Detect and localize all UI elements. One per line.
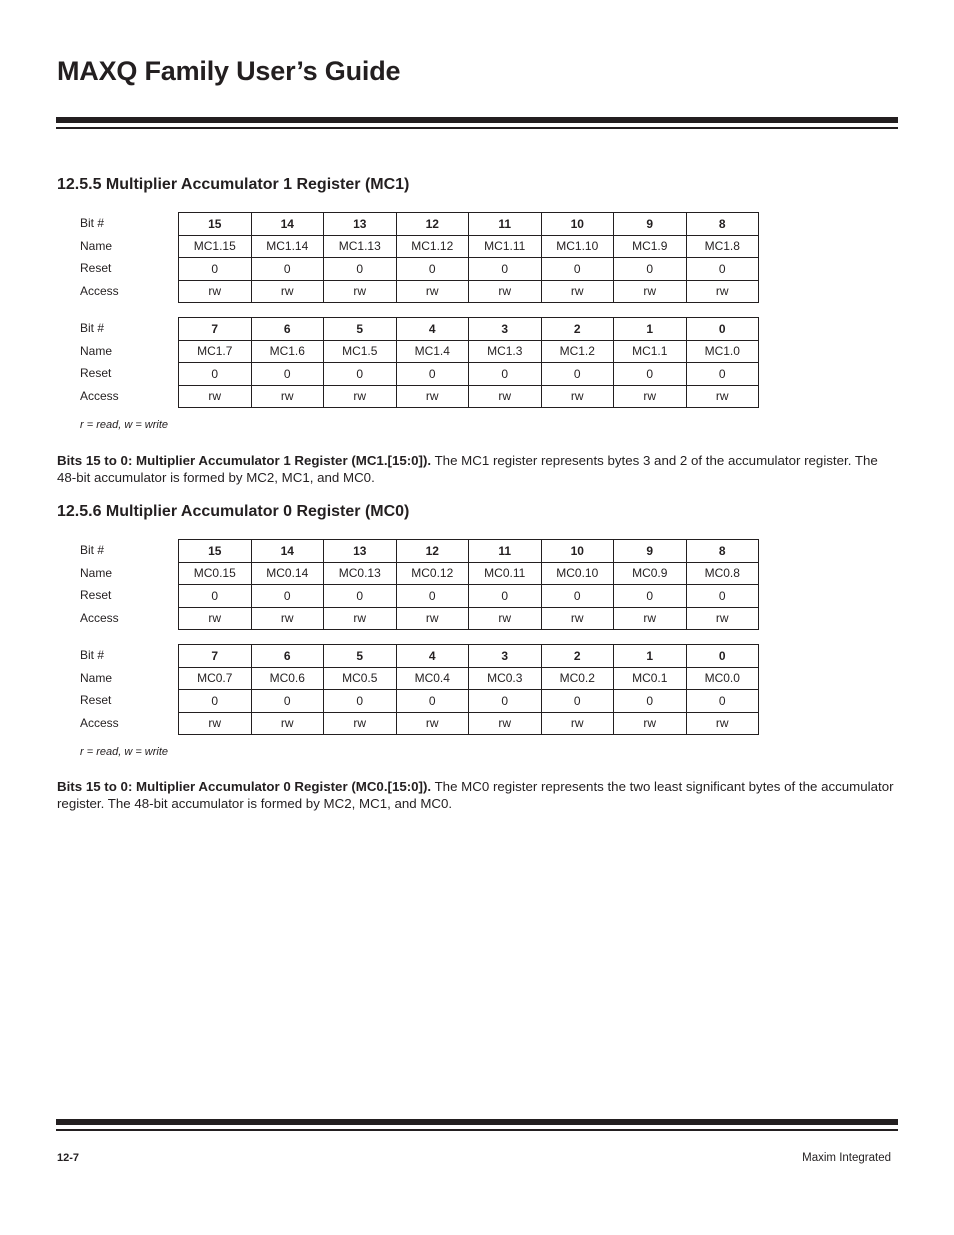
bit-number-cell: 0 bbox=[686, 645, 759, 668]
access-cell: rw bbox=[614, 280, 687, 303]
row-label-name: Name bbox=[80, 565, 113, 580]
company-name: Maxim Integrated bbox=[802, 1152, 891, 1164]
bit-number-row bbox=[179, 318, 759, 341]
bit-number-cell: 1 bbox=[614, 645, 687, 668]
bit-name-row bbox=[179, 340, 759, 363]
bit-name-cell: MC0.15 bbox=[179, 562, 252, 585]
reset-value-cell: 0 bbox=[179, 690, 252, 713]
access-row bbox=[179, 607, 759, 630]
reset-value-cell: 0 bbox=[324, 690, 397, 713]
access-cell: rw bbox=[396, 280, 469, 303]
bit-name-cell: MC0.3 bbox=[469, 667, 542, 690]
access-row bbox=[179, 280, 759, 303]
access-cell: rw bbox=[686, 607, 759, 630]
reset-value-cell: 0 bbox=[614, 690, 687, 713]
reset-value-cell: 0 bbox=[179, 585, 252, 608]
bit-number-cell: 8 bbox=[686, 540, 759, 563]
bit-name-cell: MC1.13 bbox=[324, 235, 397, 258]
reset-value-row bbox=[179, 363, 759, 386]
bit-name-cell: MC1.14 bbox=[251, 235, 324, 258]
reset-value-cell: 0 bbox=[179, 258, 252, 281]
bit-name-cell: MC0.13 bbox=[324, 562, 397, 585]
description-mc0 bbox=[57, 778, 899, 812]
row-label-name: Name bbox=[80, 343, 113, 358]
access-cell: rw bbox=[541, 607, 614, 630]
reset-value-cell: 0 bbox=[469, 585, 542, 608]
bit-name-cell: MC0.7 bbox=[179, 667, 252, 690]
bit-name-cell: MC0.6 bbox=[251, 667, 324, 690]
row-label-name: Name bbox=[80, 670, 113, 685]
reset-value-cell: 0 bbox=[614, 258, 687, 281]
bit-name-cell: MC0.4 bbox=[396, 667, 469, 690]
reset-value-cell: 0 bbox=[251, 363, 324, 386]
bit-number-row bbox=[179, 645, 759, 668]
bit-number-cell: 3 bbox=[469, 318, 542, 341]
document-title: MAXQ Family User’s Guide bbox=[57, 56, 401, 86]
bit-number-cell: 6 bbox=[251, 318, 324, 341]
section-heading-mc0: 12.5.6 Multiplier Accumulator 0 Register (MC0) bbox=[57, 503, 410, 520]
bit-number-cell: 1 bbox=[614, 318, 687, 341]
bit-number-cell: 4 bbox=[396, 645, 469, 668]
access-cell: rw bbox=[251, 607, 324, 630]
access-cell: rw bbox=[324, 385, 397, 408]
reset-value-cell: 0 bbox=[396, 258, 469, 281]
reset-value-cell: 0 bbox=[614, 363, 687, 386]
row-labels bbox=[80, 539, 178, 629]
footer-rule-thin bbox=[56, 1129, 898, 1131]
bit-table bbox=[178, 644, 759, 735]
access-cell: rw bbox=[614, 607, 687, 630]
bit-name-cell: MC0.14 bbox=[251, 562, 324, 585]
row-label-bit: Bit # bbox=[80, 543, 105, 557]
row-label-bit: Bit # bbox=[80, 216, 105, 230]
header-rule-thin bbox=[56, 127, 898, 129]
access-cell: rw bbox=[251, 712, 324, 735]
reset-value-cell: 0 bbox=[324, 585, 397, 608]
reset-value-cell: 0 bbox=[251, 585, 324, 608]
bit-name-cell: MC0.0 bbox=[686, 667, 759, 690]
bit-number-cell: 4 bbox=[396, 318, 469, 341]
access-cell: rw bbox=[541, 712, 614, 735]
reset-value-cell: 0 bbox=[541, 258, 614, 281]
access-cell: rw bbox=[179, 712, 252, 735]
bit-number-cell: 12 bbox=[396, 540, 469, 563]
row-label-reset: Reset bbox=[80, 588, 112, 602]
footer-rule-thick bbox=[56, 1119, 898, 1125]
bit-number-cell: 6 bbox=[251, 645, 324, 668]
reset-value-cell: 0 bbox=[686, 690, 759, 713]
bit-name-cell: MC1.6 bbox=[251, 340, 324, 363]
reset-value-row bbox=[179, 690, 759, 713]
bit-name-row bbox=[179, 235, 759, 258]
access-cell: rw bbox=[469, 280, 542, 303]
bit-number-cell: 5 bbox=[324, 645, 397, 668]
row-label-reset: Reset bbox=[80, 366, 112, 380]
access-cell: rw bbox=[179, 607, 252, 630]
bit-name-cell: MC1.7 bbox=[179, 340, 252, 363]
bit-name-cell: MC1.4 bbox=[396, 340, 469, 363]
access-cell: rw bbox=[469, 385, 542, 408]
bit-number-cell: 14 bbox=[251, 213, 324, 236]
bit-name-cell: MC0.12 bbox=[396, 562, 469, 585]
bit-number-cell: 5 bbox=[324, 318, 397, 341]
description-text: The MC0 register represents the two least significant bytes of the accumulator register. The 48-bit accumulator is formed by MC2, MC1, and MC0. bbox=[57, 779, 894, 811]
access-cell: rw bbox=[469, 712, 542, 735]
reset-value-cell: 0 bbox=[469, 363, 542, 386]
reset-value-cell: 0 bbox=[686, 585, 759, 608]
description-mc1 bbox=[57, 452, 899, 486]
reset-value-cell: 0 bbox=[541, 363, 614, 386]
reset-value-cell: 0 bbox=[396, 585, 469, 608]
reset-value-cell: 0 bbox=[541, 585, 614, 608]
access-cell: rw bbox=[469, 607, 542, 630]
access-row bbox=[179, 712, 759, 735]
bit-number-cell: 11 bbox=[469, 213, 542, 236]
row-label-access: Access bbox=[80, 610, 119, 625]
bit-name-cell: MC0.8 bbox=[686, 562, 759, 585]
access-cell: rw bbox=[686, 712, 759, 735]
access-cell: rw bbox=[541, 280, 614, 303]
header-rule-thick bbox=[56, 117, 898, 123]
bit-number-row bbox=[179, 540, 759, 563]
access-legend: r = read, w = write bbox=[80, 746, 169, 758]
description-bold: Bits 15 to 0: Multiplier Accumulator 0 Register (MC0.[15:0]). bbox=[57, 779, 432, 794]
row-label-reset: Reset bbox=[80, 693, 112, 707]
bit-number-cell: 2 bbox=[541, 318, 614, 341]
bit-number-cell: 10 bbox=[541, 540, 614, 563]
bit-number-cell: 13 bbox=[324, 540, 397, 563]
reset-value-cell: 0 bbox=[686, 363, 759, 386]
bit-number-cell: 7 bbox=[179, 318, 252, 341]
reset-value-cell: 0 bbox=[614, 585, 687, 608]
access-cell: rw bbox=[251, 385, 324, 408]
reset-value-cell: 0 bbox=[251, 690, 324, 713]
bit-number-cell: 0 bbox=[686, 318, 759, 341]
reset-value-cell: 0 bbox=[396, 690, 469, 713]
bit-number-cell: 15 bbox=[179, 213, 252, 236]
bit-name-cell: MC1.1 bbox=[614, 340, 687, 363]
bit-name-cell: MC0.1 bbox=[614, 667, 687, 690]
access-cell: rw bbox=[324, 280, 397, 303]
access-cell: rw bbox=[396, 712, 469, 735]
bit-name-cell: MC1.8 bbox=[686, 235, 759, 258]
access-cell: rw bbox=[324, 607, 397, 630]
bit-number-cell: 14 bbox=[251, 540, 324, 563]
bit-number-cell: 9 bbox=[614, 540, 687, 563]
bit-number-cell: 7 bbox=[179, 645, 252, 668]
bit-number-cell: 3 bbox=[469, 645, 542, 668]
bit-number-cell: 10 bbox=[541, 213, 614, 236]
access-cell: rw bbox=[686, 385, 759, 408]
reset-value-cell: 0 bbox=[324, 258, 397, 281]
reset-value-cell: 0 bbox=[396, 363, 469, 386]
access-cell: rw bbox=[179, 280, 252, 303]
access-cell: rw bbox=[251, 280, 324, 303]
bit-name-cell: MC1.2 bbox=[541, 340, 614, 363]
bit-name-cell: MC1.12 bbox=[396, 235, 469, 258]
bit-name-cell: MC1.9 bbox=[614, 235, 687, 258]
bit-name-cell: MC1.10 bbox=[541, 235, 614, 258]
access-row bbox=[179, 385, 759, 408]
access-cell: rw bbox=[614, 712, 687, 735]
bit-table bbox=[178, 539, 759, 630]
row-labels bbox=[80, 317, 178, 407]
row-labels bbox=[80, 212, 178, 302]
row-label-name: Name bbox=[80, 238, 113, 253]
bit-name-cell: MC1.11 bbox=[469, 235, 542, 258]
reset-value-cell: 0 bbox=[469, 690, 542, 713]
reset-value-cell: 0 bbox=[541, 690, 614, 713]
row-labels bbox=[80, 644, 178, 734]
description-bold: Bits 15 to 0: Multiplier Accumulator 1 Register (MC1.[15:0]). bbox=[57, 453, 432, 468]
reset-value-cell: 0 bbox=[179, 363, 252, 386]
bit-number-cell: 11 bbox=[469, 540, 542, 563]
reset-value-cell: 0 bbox=[469, 258, 542, 281]
bit-number-row bbox=[179, 213, 759, 236]
bit-name-cell: MC0.10 bbox=[541, 562, 614, 585]
reset-value-cell: 0 bbox=[324, 363, 397, 386]
reset-value-cell: 0 bbox=[686, 258, 759, 281]
access-cell: rw bbox=[541, 385, 614, 408]
bit-name-cell: MC1.5 bbox=[324, 340, 397, 363]
bit-name-cell: MC0.11 bbox=[469, 562, 542, 585]
bit-table bbox=[178, 212, 759, 303]
bit-table bbox=[178, 317, 759, 408]
row-label-access: Access bbox=[80, 283, 119, 298]
bit-name-cell: MC0.5 bbox=[324, 667, 397, 690]
access-legend: r = read, w = write bbox=[80, 419, 169, 431]
section-heading-mc1: 12.5.5 Multiplier Accumulator 1 Register (MC1) bbox=[57, 176, 410, 193]
bit-number-cell: 9 bbox=[614, 213, 687, 236]
access-cell: rw bbox=[324, 712, 397, 735]
bit-name-cell: MC1.0 bbox=[686, 340, 759, 363]
bit-number-cell: 8 bbox=[686, 213, 759, 236]
row-label-reset: Reset bbox=[80, 261, 112, 275]
reset-value-row bbox=[179, 258, 759, 281]
row-label-bit: Bit # bbox=[80, 321, 105, 335]
bit-name-row bbox=[179, 562, 759, 585]
bit-name-cell: MC1.15 bbox=[179, 235, 252, 258]
bit-number-cell: 13 bbox=[324, 213, 397, 236]
row-label-access: Access bbox=[80, 715, 119, 730]
page-number: 12-7 bbox=[57, 1152, 80, 1164]
bit-name-cell: MC0.9 bbox=[614, 562, 687, 585]
description-text: The MC1 register represents bytes 3 and 2 of the accumulator register. The 48-bit accumulator is formed by MC2, MC1, and MC0. bbox=[57, 453, 878, 485]
row-label-bit: Bit # bbox=[80, 648, 105, 662]
bit-number-cell: 12 bbox=[396, 213, 469, 236]
reset-value-cell: 0 bbox=[251, 258, 324, 281]
access-cell: rw bbox=[686, 280, 759, 303]
reset-value-row bbox=[179, 585, 759, 608]
access-cell: rw bbox=[396, 385, 469, 408]
bit-number-cell: 15 bbox=[179, 540, 252, 563]
bit-name-row bbox=[179, 667, 759, 690]
bit-name-cell: MC0.2 bbox=[541, 667, 614, 690]
access-cell: rw bbox=[396, 607, 469, 630]
access-cell: rw bbox=[614, 385, 687, 408]
bit-number-cell: 2 bbox=[541, 645, 614, 668]
access-cell: rw bbox=[179, 385, 252, 408]
bit-name-cell: MC1.3 bbox=[469, 340, 542, 363]
row-label-access: Access bbox=[80, 388, 119, 403]
